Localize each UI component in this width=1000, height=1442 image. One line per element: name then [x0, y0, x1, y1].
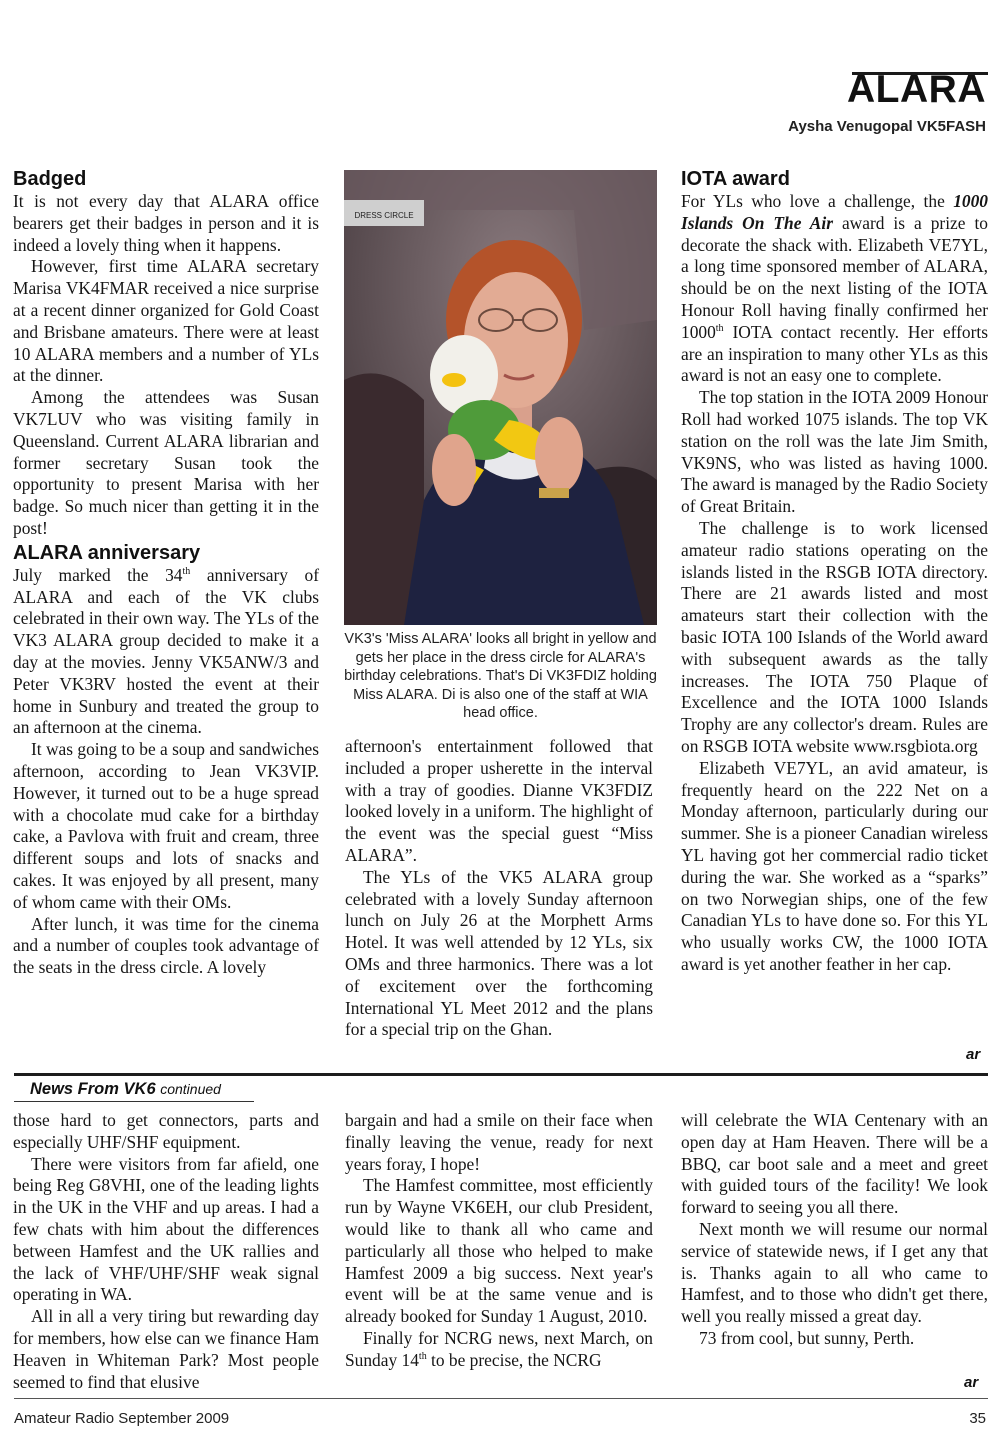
article-column-1 — [13, 168, 319, 979]
news-column-3 — [681, 1110, 988, 1350]
award-name: 1000 Islands On The Air — [681, 191, 988, 233]
paragraph: The top station in the IOTA 2009 Honour Roll had worked 1075 islands. The top VK station on the roll was the late Jim Smith, VK9NS, who was listed as having 1000. The award is managed by the Radio Society of Great Britain. — [681, 387, 988, 517]
heading-badged: Badged — [13, 168, 87, 190]
paragraph: The YLs of the VK5 ALARA group celebrated with a lovely Sunday afternoon lunch on July 26 at the Morphett Arms Hotel. It was well attended by 12 YLs, six OMs and three harmonics. There was a lot of excitement over the forthcoming International YL Meet 2012 and the plans for a special trip on the Ghan. — [345, 866, 653, 1040]
article-photo — [344, 170, 657, 625]
paragraph: Among the attendees was Susan VK7LUV who was visiting family in Queensland. Current ALARA librarian and former secretary Susan took the opportunity to present Marisa with her badge. So much nicer than getting it in the post! — [13, 387, 319, 538]
paragraph: However, first time ALARA secretary Marisa VK4FMAR received a nice surprise at a recent dinner organized for Gold Coast and Brisbane amateurs. There were at least 10 ALARA members and a number of YLs at the dinner. — [13, 256, 319, 386]
paragraph: All in all a very tiring but rewarding day for members, how else can we finance Ham Heaven in Whiteman Park? Most people seemed to find that elusive — [13, 1306, 319, 1392]
end-mark: ar — [964, 1374, 979, 1391]
paragraph: bargain and had a smile on their face when finally leaving the venue, ready for next years foray, I hope! — [345, 1110, 653, 1174]
continued-heading: News From VK6 continued — [30, 1080, 221, 1098]
continued-heading-rule — [14, 1101, 254, 1102]
section-title: ALARA — [847, 68, 986, 111]
paragraph: For YLs who love a challenge, the 1000 Islands On The Air award is a prize to decorate the shack with. Elizabeth VE7YL, a long time sponsored member of ALARA, should be on the next listing of the IOTA Honour Roll having finally confirmed her 1000th IOTA contact recently. Her efforts are an inspiration to many other YLs as this award is not an easy one to complete. — [681, 191, 988, 386]
page-number: 35 — [969, 1410, 986, 1427]
dress-circle-sign: DRESS CIRCLE — [354, 211, 414, 220]
article-column-3 — [681, 168, 988, 976]
paragraph: will celebrate the WIA Centenary with an open day at Ham Heaven. There will be a BBQ, car boot sale and a meet and greet with guided tours of the facility! We look forward to seeing you all there. — [681, 1110, 988, 1218]
end-mark: ar — [966, 1046, 981, 1063]
section-divider — [14, 1073, 988, 1076]
paragraph: Finally for NCRG news, next March, on Sunday 14th to be precise, the NCRG — [345, 1327, 653, 1370]
paragraph: There were visitors from far afield, one being Reg G8VHI, one of the leading lights in the UK in the VHF and up areas. I had a few chats with him about the differences between Hamfest and the UK rallies and the lack of VHF/UHF/SHF weak signal operating in WA. — [13, 1153, 319, 1305]
paragraph: those hard to get connectors, parts and especially UHF/SHF equipment. — [13, 1110, 319, 1152]
heading-iota-award: IOTA award — [681, 168, 790, 190]
news-column-2 — [345, 1110, 653, 1372]
paragraph: After lunch, it was time for the cinema and a number of couples took advantage of the seats in the dress circle. A lovely — [13, 913, 319, 978]
paragraph: It was going to be a soup and sandwiches afternoon, according to Jean VK3VIP. However, it turned out to be a huge spread with a chocolate mud cake for a birthday cake, a Pavlova with fruit and cream, three different soups and lots of snacks and cakes. It was enjoyed by all present, many of whom came with their OMs. — [13, 739, 319, 912]
paragraph: Next month we will resume our normal service of statewide news, if I get any that is. Thanks again to all who came to Hamfest, and to those who didn't get there, well you really missed a great day. — [681, 1218, 988, 1327]
paragraph: It is not every day that ALARA office bearers get their badges in person and it is indeed a lovely thing when it happens. — [13, 191, 319, 255]
photo-caption: VK3's 'Miss ALARA' looks all bright in yellow and gets her place in the dress circle for ALARA's birthday celebrations. That's Di VK3FDIZ holding Miss ALARA. Di is also one of the staff at WIA head office. — [344, 631, 657, 721]
news-column-1 — [13, 1110, 319, 1393]
heading-alara-anniversary: ALARA anniversary — [13, 541, 201, 564]
footer-rule — [14, 1398, 988, 1399]
paragraph: The Hamfest committee, most efficiently run by Wayne VK6EH, our club President, would like to thank all who came and particularly all those who helped to make Hamfest 2009 a big success. Next year's event will be at the same venue and is already booked for Sunday 1 August, 2010. — [345, 1175, 653, 1327]
paragraph: The challenge is to work licensed amateur radio stations operating on the islands listed in the RSGB IOTA directory. There are 21 awards listed and most amateurs start their collection with the basic IOTA 100 Islands of the World award with subsequent awards as the tally increases. The IOTA 750 Plaque of Excellence and the IOTA 1000 Islands Trophy are any collector's dream. Rules are on RSGB IOTA website www.rsgbiota.org — [681, 517, 988, 756]
photo-illustration — [344, 170, 657, 625]
article-column-2 — [345, 736, 653, 1041]
author-byline: Aysha Venugopal VK5FASH — [788, 118, 986, 135]
paragraph: afternoon's entertainment followed that included a proper usherette in the interval with a tray of goodies. Dianne VK3FDIZ looked lovely in a uniform. The highlight of the event was the special guest “Miss ALARA”. — [345, 736, 653, 865]
footer-publication: Amateur Radio September 2009 — [14, 1410, 230, 1427]
paragraph: 73 from cool, but sunny, Perth. — [699, 1327, 915, 1348]
paragraph: Elizabeth VE7YL, an avid amateur, is frequently heard on the 222 Net on a Monday afternoon, particularly during our summer. She is a pioneer Canadian wireless YL having got her commercial radio ticket during the war. She worked as a “sparks” on two Norwegian ships, one of the few Canadian YLs to have done so. For this YL who usually works CW, the 1000 IOTA award is yet another feather in her cap. — [681, 757, 988, 974]
paragraph: July marked the 34th anniversary of ALARA and each of the VK clubs celebrated in their own way. The YLs of the VK3 ALARA group decided to make it a day at the movies. Jenny VK5ANW/3 and Peter VK3RV hosted the event at their home in Sunbury and treated the group to an afternoon at the cinema. — [13, 564, 319, 738]
